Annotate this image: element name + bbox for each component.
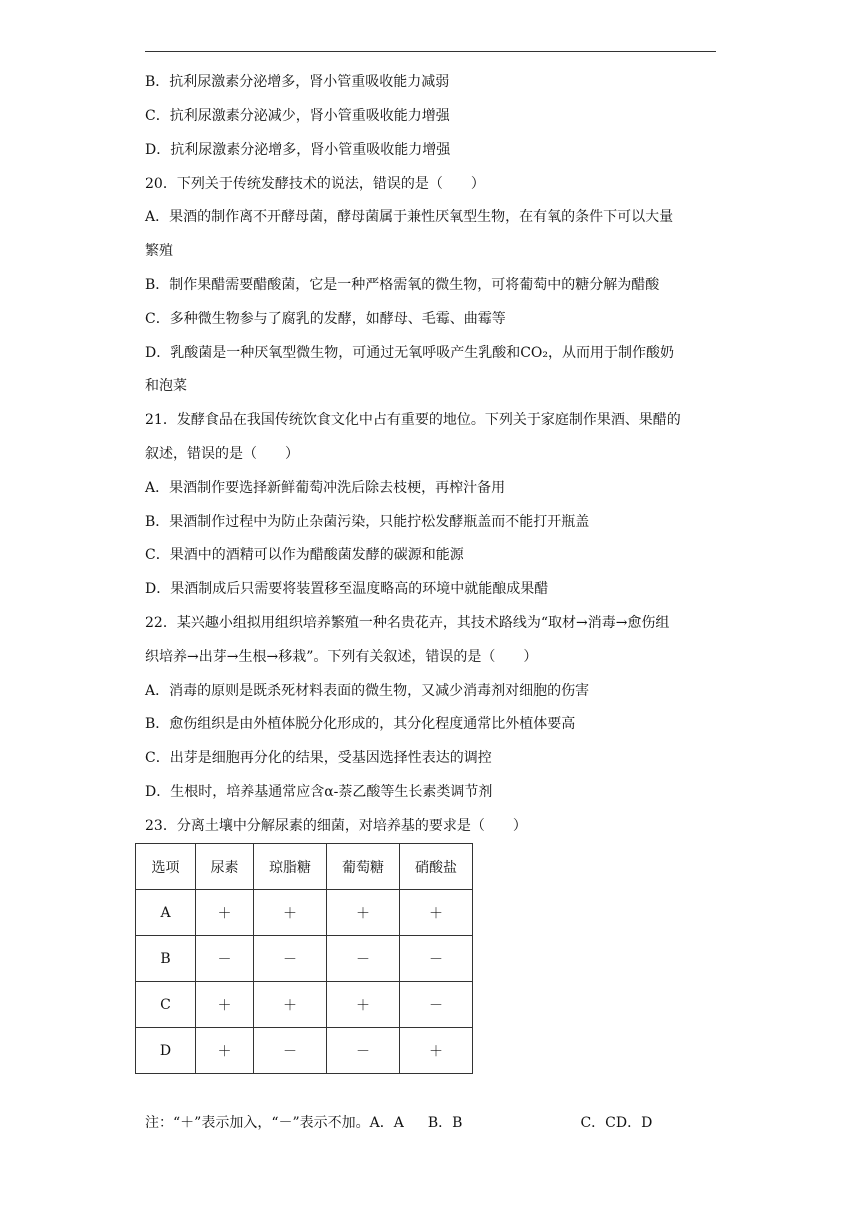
header-rule: [145, 51, 716, 52]
table-cell: ＋: [196, 890, 254, 936]
table-row: [136, 890, 473, 936]
option-19b: B．抗利尿激素分泌增多，肾小管重吸收能力减弱: [145, 74, 450, 90]
table-row: [136, 982, 473, 1028]
medium-options-table: [135, 843, 473, 1074]
option-20d-cont: 和泡菜: [145, 378, 187, 394]
table-cell: ＋: [254, 982, 327, 1028]
table-cell: －: [400, 936, 473, 982]
table-header-cell: 硝酸盐: [400, 844, 473, 890]
note-option-cd: C．CD．D: [580, 1115, 653, 1131]
option-20d: D．乳酸菌是一种厌氧型微生物，可通过无氧呼吸产生乳酸和CO₂，从而用于制作酸奶: [145, 345, 675, 361]
question-23: 23．分离土壤中分解尿素的细菌，对培养基的要求是（ ）: [145, 818, 527, 834]
option-20b: B．制作果醋需要醋酸菌，它是一种严格需氧的微生物，可将葡萄中的糖分解为醋酸: [145, 277, 660, 293]
table-header-row: [136, 844, 473, 890]
table-header-cell: 选项: [136, 844, 196, 890]
option-22b: B．愈伤组织是由外植体脱分化形成的，其分化程度通常比外植体要高: [145, 716, 576, 732]
table-cell: ＋: [327, 982, 400, 1028]
table-cell: B: [136, 936, 196, 982]
option-22a: A．消毒的原则是既杀死材料表面的微生物，又减少消毒剂对细胞的伤害: [145, 683, 590, 699]
table-note: [145, 1113, 652, 1133]
question-20: 20．下列关于传统发酵技术的说法，错误的是（ ）: [145, 176, 485, 192]
table-cell: －: [400, 982, 473, 1028]
option-20a: A．果酒的制作离不开酵母菌，酵母菌属于兼性厌氧型生物，在有氧的条件下可以大量: [145, 209, 674, 225]
table-cell: ＋: [196, 1028, 254, 1074]
table-cell: ＋: [254, 890, 327, 936]
table-cell: －: [196, 936, 254, 982]
option-20a-cont: 繁殖: [145, 243, 173, 259]
question-22-cont: 织培养→出芽→生根→移栽”。下列有关叙述，错误的是（ ）: [145, 649, 538, 665]
table-cell: A: [136, 890, 196, 936]
question-21: 21．发酵食品在我国传统饮食文化中占有重要的地位。下列关于家庭制作果酒、果醋的: [145, 412, 681, 428]
table-cell: ＋: [400, 1028, 473, 1074]
option-19c: C．抗利尿激素分泌减少，肾小管重吸收能力增强: [145, 108, 450, 124]
option-22d: D．生根时，培养基通常应含α-萘乙酸等生长素类调节剂: [145, 784, 493, 800]
table-cell: －: [327, 1028, 400, 1074]
note-option-b: B．B: [427, 1115, 463, 1131]
table-cell: －: [254, 936, 327, 982]
table-cell: ＋: [196, 982, 254, 1028]
option-20c: C．多种微生物参与了腐乳的发酵，如酵母、毛霉、曲霉等: [145, 311, 506, 327]
table-row: [136, 936, 473, 982]
table-cell: ＋: [327, 890, 400, 936]
table-cell: C: [136, 982, 196, 1028]
option-19d: D．抗利尿激素分泌增多，肾小管重吸收能力增强: [145, 142, 451, 158]
table-header-cell: 琼脂糖: [254, 844, 327, 890]
option-21c: C．果酒中的酒精可以作为醋酸菌发酵的碳源和能源: [145, 547, 464, 563]
question-21-cont: 叙述，错误的是（ ）: [145, 446, 299, 462]
table-row: [136, 1028, 473, 1074]
option-22c: C．出芽是细胞再分化的结果，受基因选择性表达的调控: [145, 750, 492, 766]
table-header-cell: 葡萄糖: [327, 844, 400, 890]
table-cell: ＋: [400, 890, 473, 936]
option-21a: A．果酒制作要选择新鲜葡萄冲洗后除去枝梗，再榨汁备用: [145, 480, 506, 496]
table-cell: D: [136, 1028, 196, 1074]
question-22: 22．某兴趣小组拟用组织培养繁殖一种名贵花卉，其技术路线为“取材→消毒→愈伤组: [145, 615, 670, 631]
table-cell: －: [254, 1028, 327, 1074]
table-header-cell: 尿素: [196, 844, 254, 890]
note-text: 注：“＋”表示加入，“－”表示不加。A．A: [145, 1115, 404, 1131]
table-cell: －: [327, 936, 400, 982]
option-21d: D．果酒制成后只需要将装置移至温度略高的环境中就能酿成果醋: [145, 581, 549, 597]
option-21b: B．果酒制作过程中为防止杂菌污染，只能拧松发酵瓶盖而不能打开瓶盖: [145, 514, 590, 530]
